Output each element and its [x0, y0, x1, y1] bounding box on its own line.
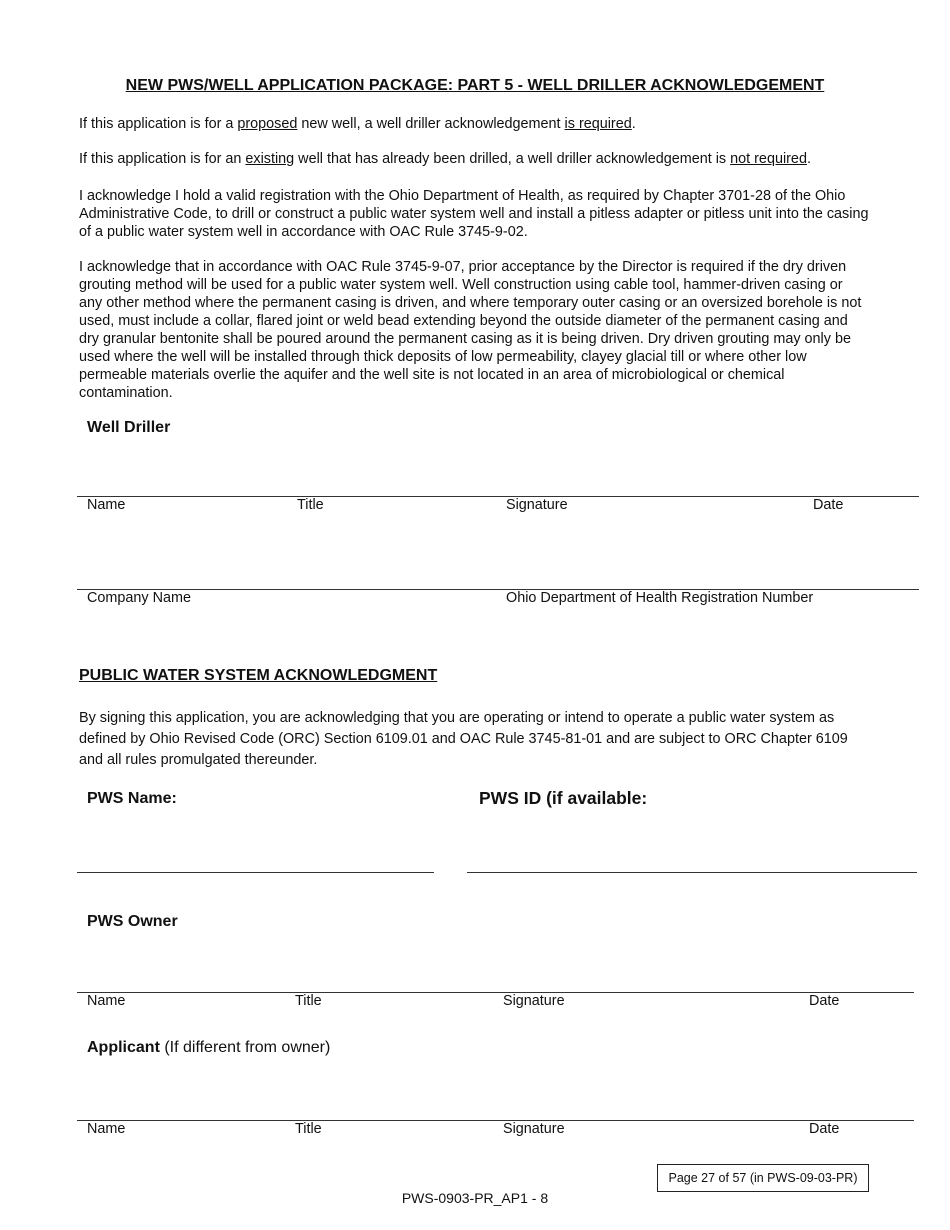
odh-registration-label: Ohio Department of Health Registration Number: [506, 590, 814, 606]
text: .: [631, 116, 636, 132]
underlined-text: is required: [564, 116, 632, 132]
well-driller-heading: Well Driller: [87, 419, 171, 436]
owner-name-label: Name: [87, 993, 126, 1009]
pws-acknowledgment-paragraph: By signing this application, you are acknowledging that you are operating or intend to operate a public water system as defined by Ohio Revised Code (ORC) Section 6109.01 and OAC Rule 3745-81-01 and are subject to ORC Chapter 6109 and all rules promulgated thereunder.: [79, 710, 848, 768]
text: .: [806, 151, 811, 167]
text: new well, a well driller acknowledgement: [297, 116, 565, 132]
underlined-text: existing: [245, 151, 295, 167]
paragraph-proposed-well: [79, 115, 879, 133]
applicant-date-label: Date: [809, 1121, 840, 1137]
driller-signature-line: [77, 496, 919, 497]
applicant-heading-bold: Applicant: [87, 1039, 160, 1056]
text: well that has already been drilled, a well driller acknowledgement is: [294, 151, 731, 167]
owner-signature-label: Signature: [503, 993, 565, 1009]
pws-name-label: PWS Name:: [87, 790, 177, 807]
applicant-title-label: Title: [295, 1121, 322, 1137]
underlined-text: proposed: [237, 116, 298, 132]
text: If this application is for a: [79, 116, 238, 132]
paragraph-dry-grouting: I acknowledge that in accordance with OAC Rule 3745-9-07, prior acceptance by the Director is required if the dry driven grouting method will be used for a public water system well. Well construction using cable tool, hammer-driven casing or any other method where the permanent casing is driven, and where temporary outer casing or an oversized borehole is not used, must include a collar, flared joint or weld bead extending beyond the outside diameter of the permanent casing and dry granular bentonite shall be poured around the permanent casing as it is being driven. Dry driven grouting may only be used where the well will be installed through thick deposits of low permeability, clayey glacial till or where other low permeable materials overlie the aquifer and the well site is not located in an area of microbiological or chemical contamination.: [79, 259, 862, 401]
owner-title-label: Title: [295, 993, 322, 1009]
pws-name-line[interactable]: [77, 872, 434, 873]
applicant-signature-line: [77, 1120, 914, 1121]
applicant-heading-note: (If different from owner): [159, 1039, 331, 1056]
text: If this application is for an: [79, 151, 246, 167]
underlined-text: not required: [730, 151, 807, 167]
paragraph-registration: I acknowledge I hold a valid registration with the Ohio Department of Health, as required by Chapter 3701-28 of the Ohio Administrative Code, to drill or construct a public water system well and install a pitless adapter or pitless unit into the casing of a public water system well in accordance with OAC Rule 3745-9-02.: [79, 188, 869, 240]
form-code-footer: PWS-0903-PR_AP1 - 8: [401, 1190, 549, 1206]
paragraph-existing-well: [79, 150, 939, 168]
pws-id-label: PWS ID (if available:: [479, 788, 648, 808]
driller-title-label: Title: [297, 497, 324, 513]
owner-date-label: Date: [809, 993, 840, 1009]
driller-signature-label: Signature: [506, 497, 568, 513]
company-name-label: Company Name: [87, 590, 191, 606]
driller-name-label: Name: [87, 497, 126, 513]
pws-id-line[interactable]: [467, 872, 917, 873]
driller-date-label: Date: [813, 497, 844, 513]
applicant-signature-label: Signature: [503, 1121, 565, 1137]
page-title: NEW PWS/WELL APPLICATION PACKAGE: PART 5 - WELL DRILLER ACKNOWLEDGEMENT: [125, 77, 825, 94]
applicant-heading: [87, 1039, 330, 1057]
pws-section-title: PUBLIC WATER SYSTEM ACKNOWLEDGMENT: [79, 667, 438, 684]
page-number-box: Page 27 of 57 (in PWS-09-03-PR): [657, 1164, 869, 1192]
pws-owner-heading: PWS Owner: [87, 913, 178, 930]
owner-signature-line: [77, 992, 914, 993]
applicant-name-label: Name: [87, 1121, 126, 1137]
